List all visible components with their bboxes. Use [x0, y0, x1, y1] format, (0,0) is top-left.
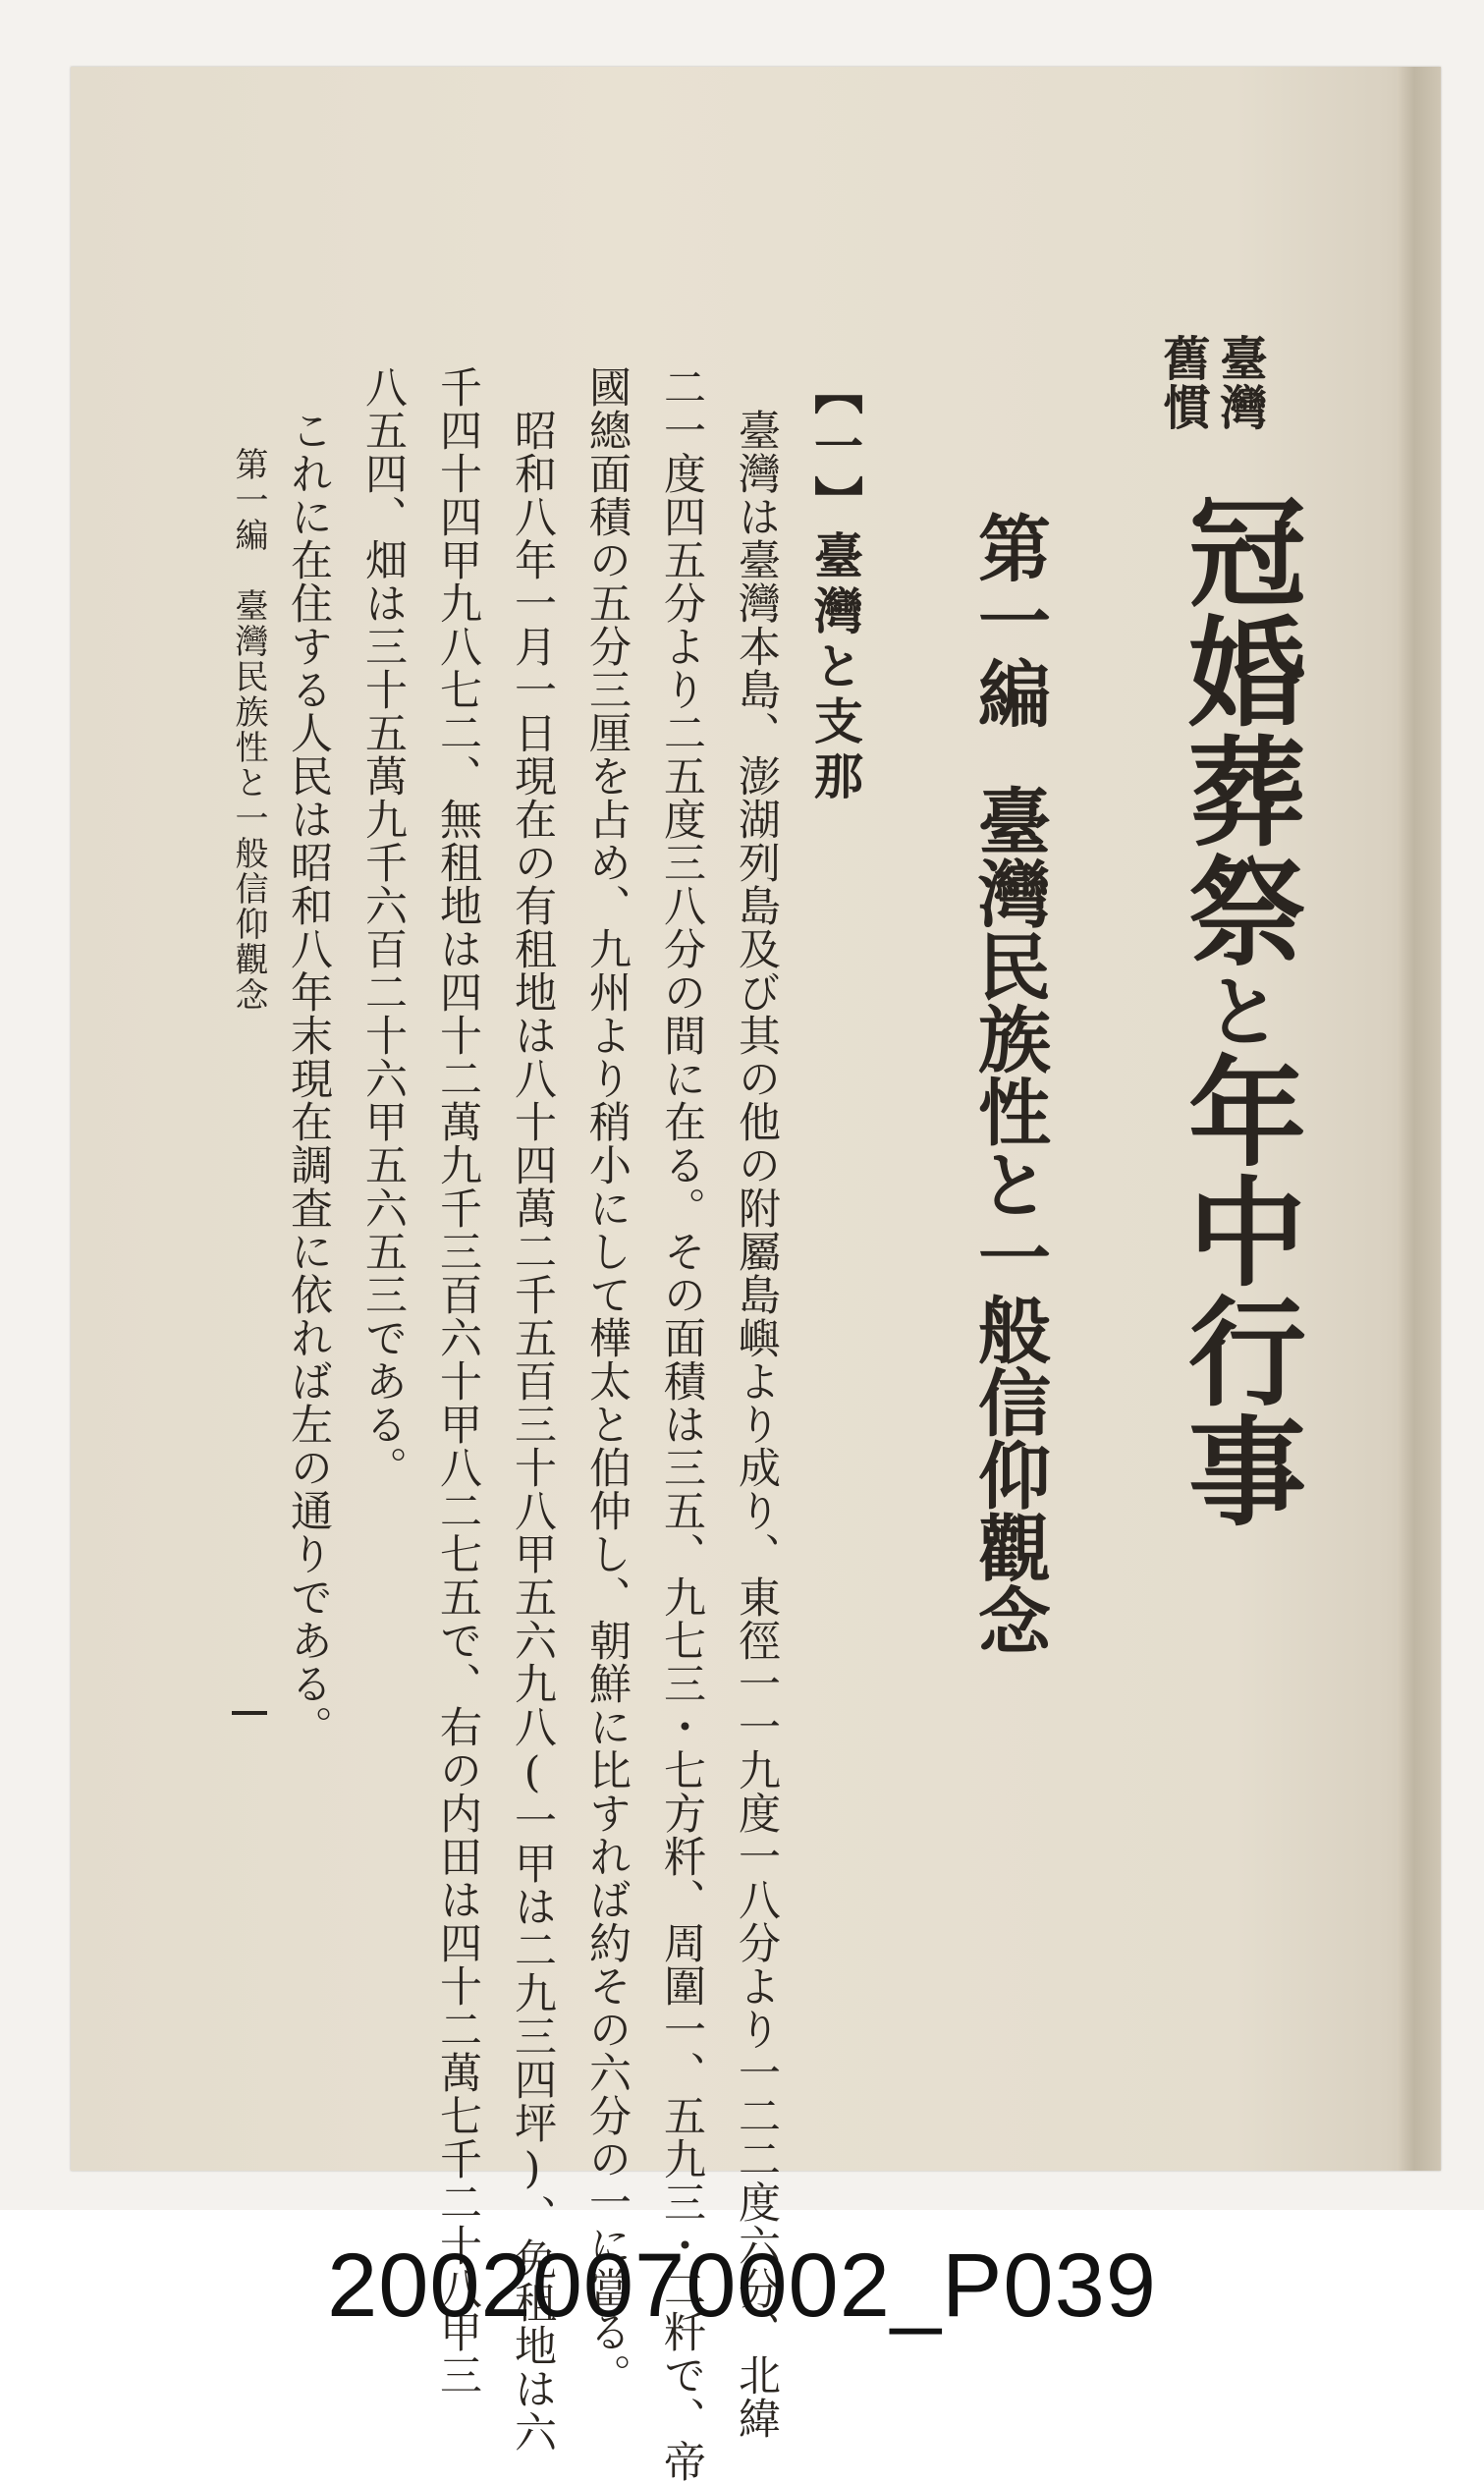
chapter-title: 臺灣民族性と一般信仰觀念 — [966, 784, 1051, 1656]
page-edge — [1397, 67, 1441, 2171]
body-text-column: これに在住する人民は昭和八年末現在調査に依れば左の通りである。 — [284, 365, 333, 1748]
body-text-column: 八五四、畑は三十五萬九千六百二十六甲五六五三である。 — [358, 365, 408, 1489]
body-text-column: 千四十四甲九八七二、無租地は四十二萬九千三百六十甲八二七五で、右の内田は四十二萬七千二十八甲三 — [433, 365, 482, 2397]
book-title-part1: 冠婚葬祭 — [1169, 491, 1307, 970]
series-label-line1: 臺灣 — [1212, 334, 1267, 432]
running-footer: 第一編 臺灣民族性と一般信仰觀念 — [229, 447, 268, 1013]
page-number — [232, 1711, 267, 1715]
book-title — [1169, 491, 1307, 1530]
section-heading: 【一】臺灣と支那 — [806, 365, 864, 805]
book-title-part2: 年中行事 — [1169, 1051, 1307, 1530]
body-text-column: 昭和八年一月一日現在の有租地は八十四萬二千五百三十八甲五六九八(一甲は二九三四坪)、免租地は六 — [508, 365, 557, 2454]
body-text-column: 國總面積の五分三厘を占め、九州より稍小にして樺太と伯仲し、朝鮮に比すれば約その六分の一に當る。 — [582, 365, 632, 2397]
book-title-particle: と — [1191, 970, 1284, 1051]
body-text-column: 二一度四五分より二五度三八分の間に在る。その面積は三五、九七三・七方粁、周圍一、五九三・二粁で、帝 — [657, 365, 706, 2483]
series-label-line2: 舊慣 — [1155, 334, 1210, 432]
chapter-label: 第一編 — [966, 511, 1051, 729]
chapter-heading — [966, 511, 1051, 1656]
catalog-number: 20020070002_P039 — [327, 2235, 1157, 2336]
body-text-column: 臺灣は臺灣本島、澎湖列島及び其の他の附屬島嶼より成り、東徑一一九度一八分より一二二度六分、北緯 — [732, 365, 781, 2440]
